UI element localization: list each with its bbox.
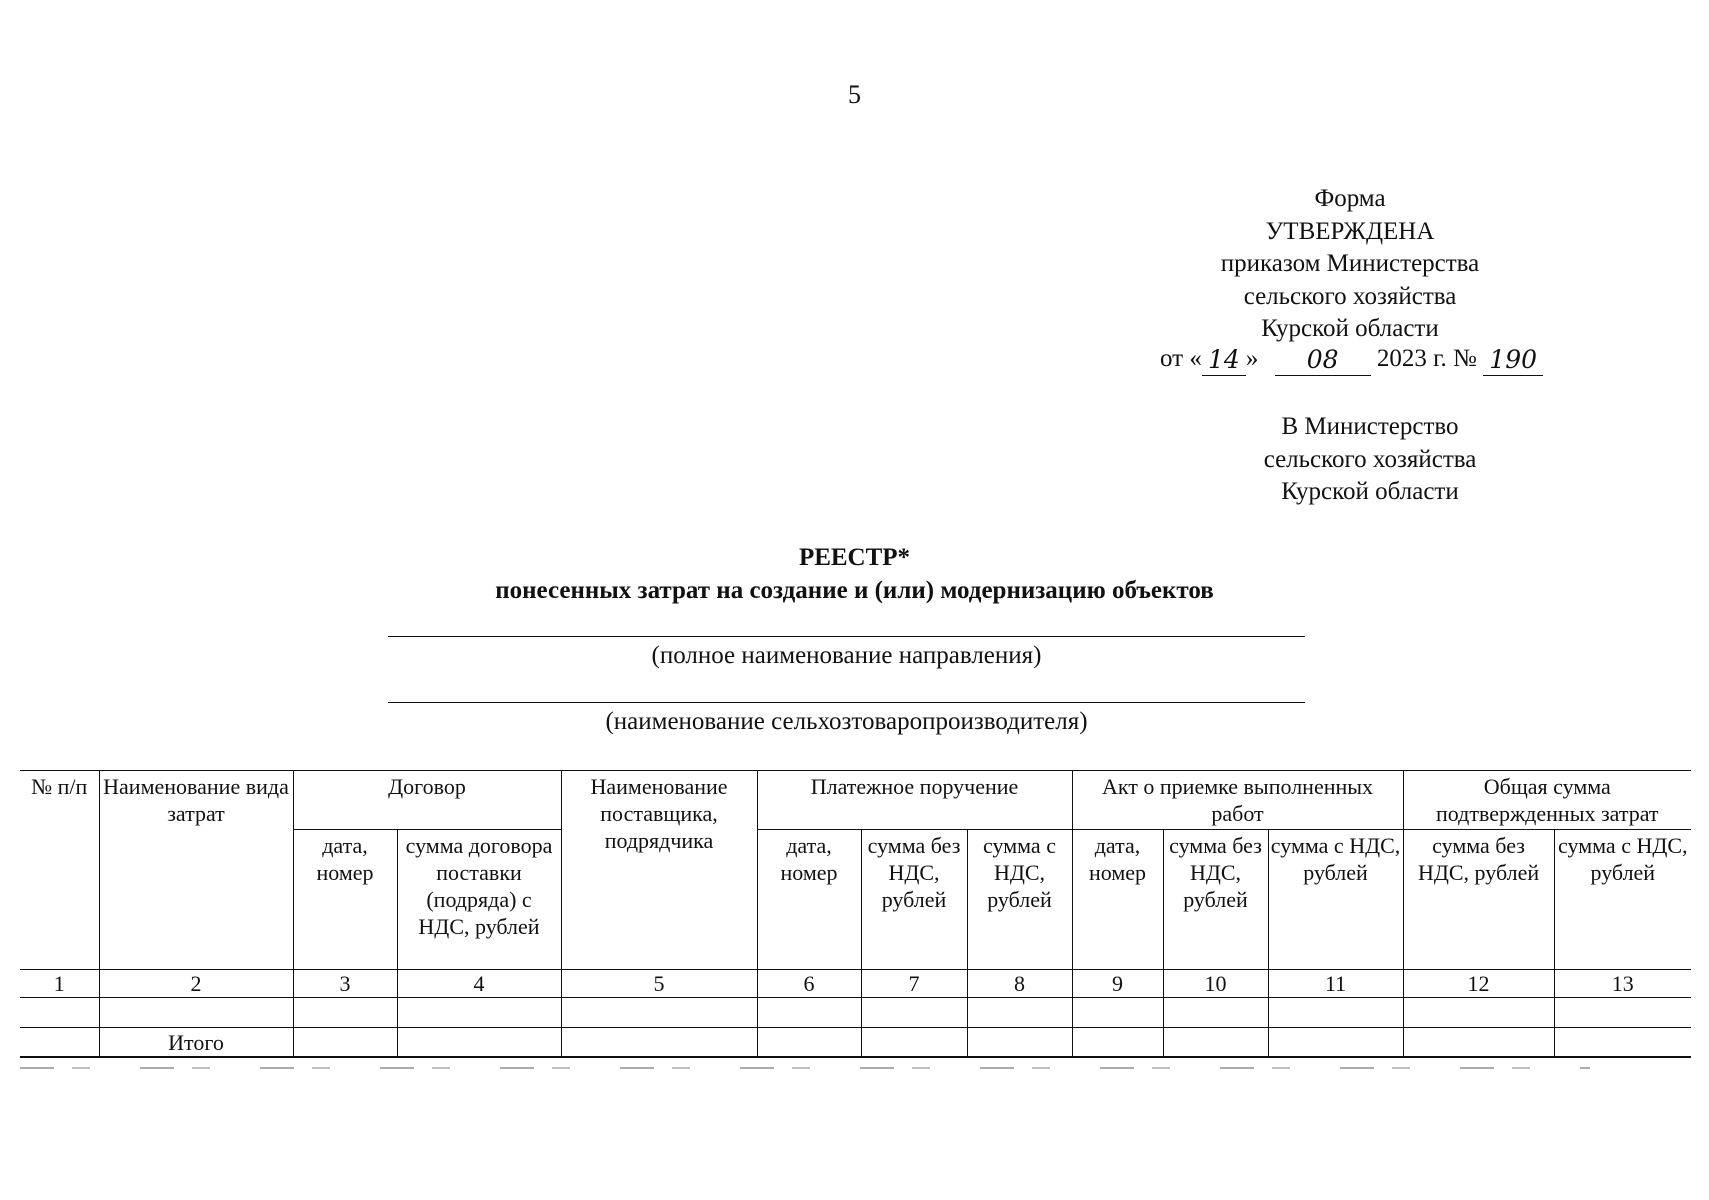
column-number: 13 bbox=[1554, 970, 1691, 998]
producer-fill-line bbox=[388, 702, 1305, 703]
title-subtitle: понесенных затрат на создание и (или) модернизацию объектов bbox=[495, 577, 1214, 604]
approval-line: сельского хозяйства bbox=[1243, 282, 1457, 310]
subheader-total-no-vat: сумма без НДС, рублей bbox=[1403, 830, 1554, 970]
title-main: РЕЕСТР* bbox=[798, 544, 911, 571]
empty-cell bbox=[861, 1028, 967, 1058]
column-number: 8 bbox=[967, 970, 1072, 998]
handwritten-day: 14 bbox=[1207, 345, 1240, 374]
column-number: 2 bbox=[99, 970, 293, 998]
recipient-line: Курской области bbox=[1281, 478, 1459, 505]
header-acceptance-act: Акт о приемке выполненных работ bbox=[1072, 771, 1403, 830]
empty-cell bbox=[99, 998, 293, 1028]
approval-line: приказом Министерства bbox=[1220, 250, 1480, 277]
empty-cell bbox=[967, 1028, 1072, 1058]
column-numbers-row bbox=[20, 970, 1691, 998]
empty-cell bbox=[1072, 1028, 1163, 1058]
approval-line: Курской области bbox=[1261, 315, 1439, 342]
column-number: 9 bbox=[1072, 970, 1163, 998]
direction-caption: (полное наименование направления) bbox=[651, 642, 1042, 669]
column-number: 5 bbox=[561, 970, 757, 998]
total-row bbox=[20, 1028, 1691, 1058]
empty-cell bbox=[1268, 1028, 1403, 1058]
column-number: 6 bbox=[757, 970, 861, 998]
header-contract: Договор bbox=[293, 771, 561, 830]
approval-line: УТВЕРЖДЕНА bbox=[1265, 217, 1435, 245]
number-blank bbox=[1483, 345, 1543, 376]
column-number: 12 bbox=[1403, 970, 1554, 998]
empty-cell bbox=[1403, 998, 1554, 1028]
approval-line: Форма bbox=[1314, 185, 1386, 212]
empty-cell bbox=[1403, 1028, 1554, 1058]
empty-cell bbox=[1554, 998, 1691, 1028]
column-number: 10 bbox=[1163, 970, 1268, 998]
column-number: 11 bbox=[1268, 970, 1403, 998]
subheader-act-sum-no-vat: сумма без НДС, рублей bbox=[1163, 830, 1268, 970]
empty-cell bbox=[397, 1028, 561, 1058]
subheader-contract-sum: сумма договора поставки (подряда) с НДС, рублей bbox=[397, 830, 561, 970]
cost-register-table bbox=[20, 770, 1691, 1058]
scan-artifact-line bbox=[20, 1067, 1590, 1069]
day-blank bbox=[1202, 345, 1246, 376]
empty-cell bbox=[861, 998, 967, 1028]
table-row bbox=[20, 998, 1691, 1028]
header-cost-type: Наименование вида затрат bbox=[99, 771, 293, 970]
recipient-line: В Министерство bbox=[1281, 413, 1459, 440]
handwritten-number: 190 bbox=[1489, 345, 1538, 374]
column-number: 4 bbox=[397, 970, 561, 998]
empty-cell bbox=[293, 1028, 397, 1058]
empty-cell bbox=[561, 998, 757, 1028]
subheader-payment-sum-no-vat: сумма без НДС, рублей bbox=[861, 830, 967, 970]
recipient-line: сельского хозяйства bbox=[1263, 445, 1477, 473]
empty-cell bbox=[757, 1028, 861, 1058]
empty-cell bbox=[1554, 1028, 1691, 1058]
empty-cell bbox=[1268, 998, 1403, 1028]
total-row-label: Итого bbox=[99, 1028, 293, 1058]
header-total-costs: Общая сумма подтвержденных затрат bbox=[1403, 771, 1691, 830]
subheader-payment-sum-vat: сумма с НДС, рублей bbox=[967, 830, 1072, 970]
subheader-contract-date: дата, номер bbox=[293, 830, 397, 970]
header-payment-order: Платежное поручение bbox=[757, 771, 1072, 830]
empty-cell bbox=[561, 1028, 757, 1058]
subheader-payment-date: дата, номер bbox=[757, 830, 861, 970]
date-mid: » bbox=[1245, 345, 1259, 372]
empty-cell bbox=[1163, 998, 1268, 1028]
month-blank bbox=[1275, 345, 1371, 376]
header-supplier: Наименование поставщика, подрядчика bbox=[561, 771, 757, 970]
date-prefix: от « bbox=[1160, 345, 1202, 372]
approval-stamp bbox=[1090, 183, 1610, 346]
approval-date-line bbox=[1160, 343, 1543, 374]
direction-fill-line bbox=[388, 636, 1305, 637]
document-title bbox=[0, 541, 1709, 607]
empty-cell bbox=[967, 998, 1072, 1028]
producer-caption: (наименование сельхозтоваропроизводителя) bbox=[605, 708, 1088, 735]
empty-cell bbox=[293, 998, 397, 1028]
header-num: № п/п bbox=[20, 771, 99, 970]
recipient-block bbox=[1220, 411, 1520, 509]
empty-cell bbox=[1163, 1028, 1268, 1058]
empty-cell bbox=[757, 998, 861, 1028]
subheader-total-vat: сумма с НДС, рублей bbox=[1554, 830, 1691, 970]
column-number: 3 bbox=[293, 970, 397, 998]
empty-cell bbox=[20, 998, 99, 1028]
year-and-number-label: 2023 г. № bbox=[1376, 345, 1477, 372]
header-row bbox=[20, 771, 1691, 830]
empty-cell bbox=[1072, 998, 1163, 1028]
handwritten-month: 08 bbox=[1306, 345, 1339, 374]
page-number: 5 bbox=[848, 80, 861, 109]
column-number: 1 bbox=[20, 970, 99, 998]
empty-cell bbox=[397, 998, 561, 1028]
subheader-act-date: дата, номер bbox=[1072, 830, 1163, 970]
empty-cell bbox=[20, 1028, 99, 1058]
subheader-act-sum-vat: сумма с НДС, рублей bbox=[1268, 830, 1403, 970]
column-number: 7 bbox=[861, 970, 967, 998]
